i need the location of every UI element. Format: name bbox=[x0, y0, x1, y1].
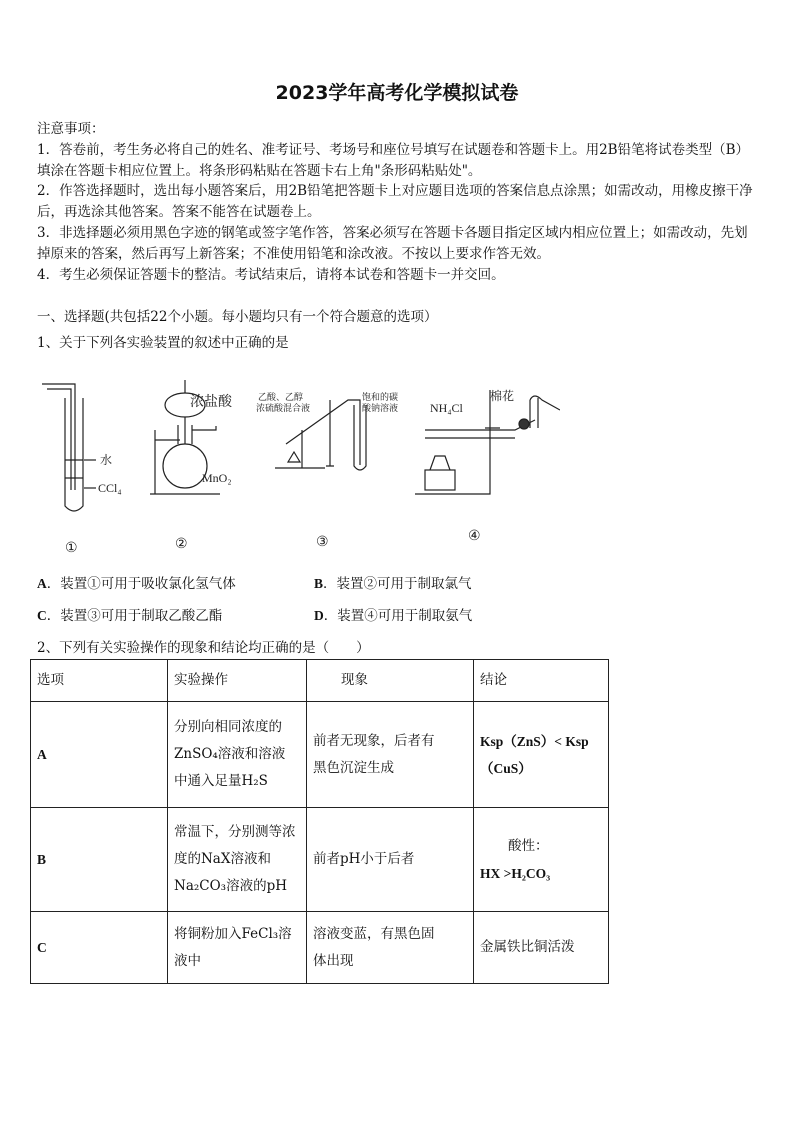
operation-line: 常温下，分别测等浓 bbox=[174, 824, 296, 840]
label-cotton: 棉花 bbox=[490, 389, 515, 403]
table-header-row bbox=[31, 660, 609, 702]
note-item: 2．作答选择题时，选出每小题答案后，用2B铅笔把答题卡上对应题目选项的答案信息点涂黑；如需改动，用橡皮擦干净后，再选涂其他答案。答案不能答在试题卷上。 bbox=[37, 183, 753, 221]
notes-block bbox=[37, 119, 759, 285]
label-sat-2: 酸钠溶液 bbox=[362, 404, 399, 414]
table-row bbox=[31, 702, 609, 808]
row-option: B bbox=[31, 808, 168, 912]
option-b[interactable]: B．装置②可用于制取氯气 bbox=[314, 576, 472, 592]
phenomenon-line: 溶液变蓝，有黑色固 bbox=[313, 925, 435, 942]
header-cell: 现象 bbox=[307, 660, 474, 702]
conclusion-line: HX >H₂CO₃ bbox=[480, 865, 551, 881]
header-cell: 结论 bbox=[474, 660, 609, 702]
question-1-stem: 1、关于下列各实验装置的叙述中正确的是 bbox=[37, 335, 289, 351]
label-water: 水 bbox=[100, 453, 113, 467]
note-item: 1．答卷前，考生务必将自己的姓名、准考证号、考场号和座位号填写在试题卷和答题卡上。用2B铅笔将试卷类型（B）填涂在答题卡相应位置上。将条形码粘贴在答题卡右上角"条形码粘贴处"。 bbox=[37, 141, 750, 179]
question-2-table bbox=[30, 659, 609, 984]
phenomenon-line: 黑色沉淀生成 bbox=[313, 759, 394, 776]
label-num-4: ④ bbox=[468, 528, 481, 544]
label-reagent-3b: 浓硫酸混合液 bbox=[256, 404, 311, 414]
table-row bbox=[31, 808, 609, 912]
header-cell: 选项 bbox=[31, 660, 168, 702]
question-2-stem: 2、下列有关实验操作的现象和结论均正确的是（ ） bbox=[37, 640, 370, 656]
option-a[interactable]: A．装置①可用于吸收氯化氢气体 bbox=[37, 576, 236, 592]
operation-line: ZnSO₄溶液和溶液 bbox=[174, 746, 286, 762]
label-mno2: MnO₂ bbox=[202, 471, 232, 485]
operation-line: 度的NaX溶液和 bbox=[174, 851, 271, 867]
test-tube bbox=[65, 398, 83, 511]
label-num-3: ③ bbox=[316, 534, 329, 550]
operation-line: 中通入足量H₂S bbox=[174, 773, 268, 789]
option-c[interactable]: C．装置③可用于制取乙酸乙酯 bbox=[37, 608, 223, 624]
label-num-2: ② bbox=[175, 536, 188, 552]
note-item: 3．非选择题必须用黑色字迹的钢笔或签字笔作答，答案必须写在答题卡各题目指定区域内相应位置上；如需改动，先划掉原来的答案，然后再写上新答案；不准使用铅笔和涂改液。不按以上要求作答无效。 bbox=[37, 224, 748, 262]
phenomenon-line: 前者无现象，后者有 bbox=[313, 732, 435, 749]
apparatus-figure bbox=[30, 370, 560, 560]
label-nh4cl: NH₄Cl bbox=[430, 401, 463, 415]
label-num-1: ① bbox=[65, 540, 78, 556]
round-flask bbox=[163, 444, 207, 488]
operation-line: Na₂CO₃溶液的pH bbox=[174, 878, 287, 894]
notes-heading: 注意事项： bbox=[37, 121, 105, 137]
label-hcl: 浓盐酸 bbox=[190, 394, 232, 410]
conclusion-line: Ksp（ZnS）< Ksp bbox=[480, 733, 589, 749]
page-title: 2023学年高考化学模拟试卷 bbox=[275, 82, 519, 104]
conclusion-line: （CuS） bbox=[480, 760, 532, 776]
phenomenon-line: 体出现 bbox=[313, 952, 354, 969]
operation-line: 将铜粉加入FeCl₃溶 bbox=[174, 925, 292, 942]
note-item: 4．考生必须保证答题卡的整洁。考试结束后，请将本试卷和答题卡一并交回。 bbox=[37, 266, 505, 283]
row-option: C bbox=[31, 912, 168, 984]
header-cell: 实验操作 bbox=[168, 660, 307, 702]
operation-line: 液中 bbox=[174, 952, 201, 969]
label-sat-1: 饱和的碳 bbox=[362, 393, 399, 403]
conclusion-line: 酸性： bbox=[508, 837, 549, 854]
table-row bbox=[31, 912, 609, 984]
row-option: A bbox=[31, 702, 168, 808]
phenomenon-line: 前者pH小于后者 bbox=[313, 851, 415, 867]
option-d[interactable]: D．装置④可用于制取氨气 bbox=[314, 608, 473, 624]
conclusion-line: 金属铁比铜活泼 bbox=[480, 939, 575, 955]
operation-line: 分别向相同浓度的 bbox=[174, 719, 282, 735]
delivery-tube bbox=[42, 384, 75, 490]
section-heading: 一、选择题(共包括22个小题。每小题均只有一个符合题意的选项） bbox=[37, 309, 438, 325]
label-ccl4: CCl₄ bbox=[98, 481, 122, 495]
label-reagent-3a: 乙酸、乙醇 bbox=[258, 393, 304, 403]
